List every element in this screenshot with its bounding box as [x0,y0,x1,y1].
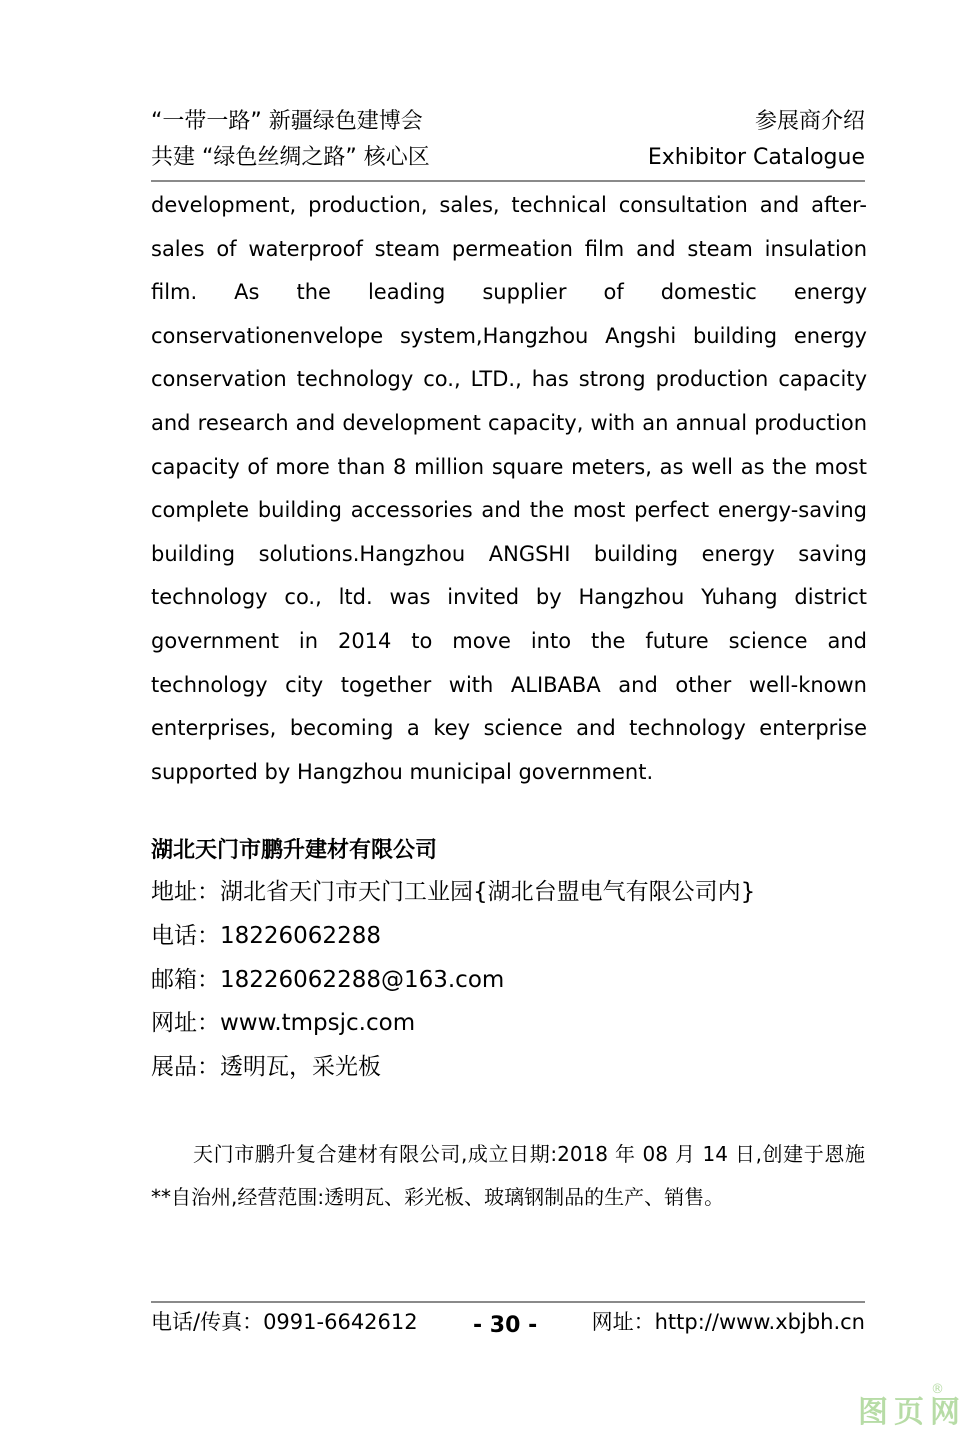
company-phone: 电话：18226062288 [151,922,381,949]
company-address: 地址：湖北省天门市天门工业园{湖北台盟电气有限公司内} [151,879,756,905]
registered-mark-icon: ® [931,1382,944,1397]
header-row-2 [151,140,865,176]
header-event-title: “一带一路” 新疆绿色建博会 [151,109,423,134]
company-name: 湖北天门市鹏升建材有限公司 [151,838,438,863]
header-section-en: Exhibitor Catalogue [647,145,865,170]
footer-website: 网址：http://www.xbjbh.cn [591,1310,865,1334]
page-header [151,104,865,176]
page-footer [151,1304,865,1344]
header-divider [151,180,865,182]
company-contact-info [151,871,867,1090]
header-section-cn: 参展商介绍 [754,109,865,134]
english-paragraph: development, production, sales, technical consultation and after-sales of waterproof steam permeation film and steam insulation film. As the leading supplier of domestic energy conservationenvelope system,Hangzhou Angshi building energy conservation technology co., LTD., has strong production capacity and research and development capacity, with an annual production capacity of more than 8 million square meters, as well as the most complete building accessories and the most perfect energy-saving building solutions.Hangzhou ANGSHI building energy saving technology co., ltd. was invited by Hangzhou Yuhang district government in 2014 to move into the future science and technology city together with ALIBABA and other well-known enterprises, becoming a key science and technology enterprise supported by Hangzhou municipal government. [151,193,867,784]
company-website: 网址：www.tmpsjc.com [151,1010,416,1037]
company-products: 展品：透明瓦，采光板 [151,1054,381,1081]
watermark-logo: 图页网 [858,1395,966,1430]
page-number: - 30 - [473,1313,538,1338]
header-slogan: 共建 “绿色丝绸之路” 核心区 [151,145,430,170]
chinese-paragraph: 天门市鹏升复合建材有限公司,成立日期:2018 年 08 月 14 日,创建于恩施**自治州,经营范围:透明瓦、彩光板、玻璃钢制品的生产、销售。 [151,1142,865,1209]
header-row-1 [151,104,865,140]
footer-divider [151,1301,865,1303]
company-email: 邮箱：18226062288@163.com [151,966,505,993]
footer-phone: 电话/传真：0991-6642612 [151,1310,418,1334]
